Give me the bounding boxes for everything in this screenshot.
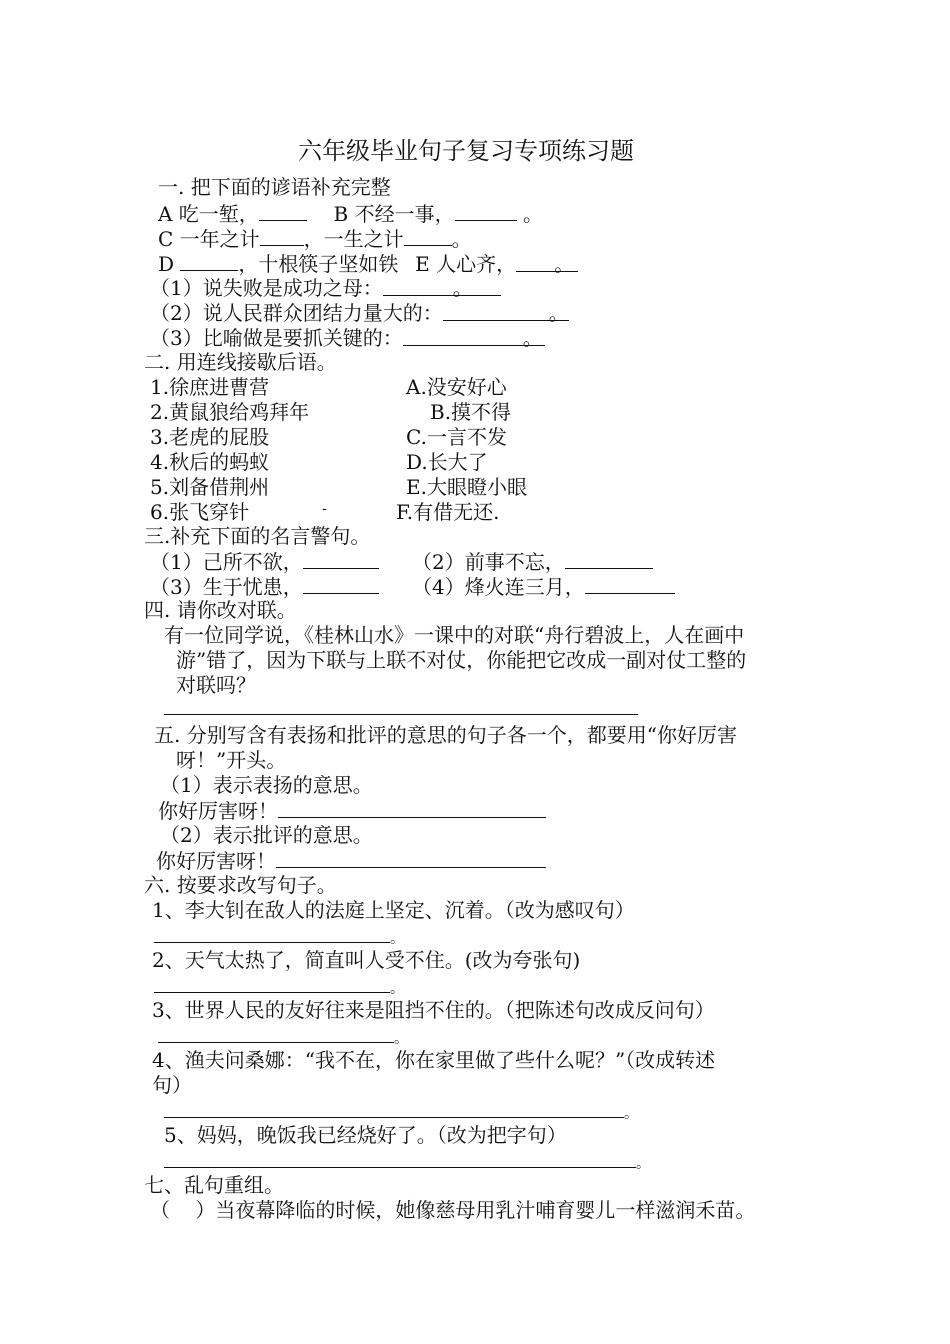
rewrite-a2-period: 。 [390,981,404,997]
xiehouyu-left-5: 5.刘备借荆州 [150,475,270,499]
rewrite-a4-period: 。 [624,1106,638,1122]
proverb-a-blank[interactable] [259,200,307,221]
xiehouyu-right-f: F.有借无还. [396,500,500,524]
proverb-d-blank[interactable] [180,250,238,271]
proverb-a-text: A 吃一堑， [158,202,259,226]
section-2-heading: 二. 用连线接歇后语。 [144,350,337,374]
praise-answer-blank[interactable] [278,797,546,818]
rewrite-a5-blank[interactable] [164,1147,636,1168]
proverb-q3-text: （3）比喻做是要抓关键的： [150,326,403,350]
rewrite-q1: 1、李大钊在敌人的法庭上坚定、沉着。（改为感叹句） [152,898,635,922]
criticism-prompt: （2）表示批评的意思。 [160,823,373,847]
section-5-heading-1: 五. 分别写含有表扬和批评的意思的句子各一个，都要用“你好厉害 [154,723,737,747]
quote-q1-blank[interactable] [303,548,379,569]
rewrite-q2: 2、天气太热了，简直叫人受不住。(改为夸张句) [152,948,581,972]
quote-q2 [412,548,653,575]
rewrite-q4-line-1: 4、渔夫问桑娜：“我不在，你在家里做了些什么呢？”（改成转述 [152,1048,716,1072]
proverb-q1-end: 。 [452,276,473,300]
xiehouyu-right-d: D.长大了 [406,450,488,474]
couplet-text-1: 有一位同学说，《桂林山水》一课中的对联“舟行碧波上，人在画中 [164,623,745,647]
rewrite-a1-period: 。 [390,931,404,947]
proverb-q2 [150,300,569,326]
proverb-a-b [158,200,543,227]
quote-q3 [150,573,379,600]
proverb-q3 [150,325,545,351]
quote-q2-text: （2）前事不忘， [412,550,565,574]
praise-answer-text: 你好厉害呀！ [158,799,278,823]
rewrite-q4-line-2: 句） [152,1073,192,1097]
section-3-heading: 三.补充下面的名言警句。 [144,524,371,548]
proverb-c-blank-2[interactable] [404,225,452,246]
stray-mark: - [322,501,327,517]
proverb-q2-text: （2）说人民群众团结力量大的： [150,301,443,325]
quote-q4-text: （4）烽火连三月， [412,575,585,599]
criticism-answer-text: 你好厉害呀！ [156,849,276,873]
section-1-heading: 一. 把下面的谚语补充完整 [158,175,391,199]
page-title: 六年级毕业句子复习专项练习题 [298,137,634,165]
section-4-heading: 四. 请你改对联。 [144,598,297,622]
rewrite-a3-blank[interactable] [158,1022,394,1043]
proverb-b-blank[interactable] [455,200,517,221]
quote-q1 [150,548,379,575]
quote-q4 [412,573,675,600]
rewrite-a4-blank[interactable] [164,1097,624,1118]
xiehouyu-left-6: 6.张飞穿针 [150,500,250,524]
quote-q4-blank[interactable] [585,573,675,594]
xiehouyu-left-4: 4.秋后的蚂蚁 [150,450,270,474]
proverb-b-end: 。 [522,202,543,226]
section-6-heading: 六. 按要求改写句子。 [144,873,337,897]
praise-answer [158,797,546,824]
proverb-e-blank[interactable] [516,251,578,276]
xiehouyu-right-e: E.大眼瞪小眼 [406,475,527,499]
proverb-q1-text: （1）说失败是成功之母： [150,276,383,300]
quote-q2-blank[interactable] [565,548,653,569]
proverb-d-text: D [158,252,175,276]
proverb-b-text: B 不经一事， [333,202,455,226]
xiehouyu-left-3: 3.老虎的屁股 [150,425,270,449]
criticism-answer-blank[interactable] [276,847,546,868]
proverb-q3-blank[interactable] [403,325,545,350]
proverb-q1 [150,275,501,301]
proverb-c-blank-1[interactable] [260,225,304,246]
quote-q1-text: （1）己所不欲， [150,550,303,574]
proverb-c-mid: ，一生之计 [303,227,404,251]
rewrite-q3: 3、世界人民的友好往来是阻挡不住的。（把陈述句改成反问句） [152,998,715,1022]
couplet-answer-line[interactable] [164,714,638,715]
criticism-answer [156,847,546,874]
proverb-c-text: C 一年之计 [158,227,260,251]
proverb-c-end: 。 [451,227,472,251]
reorder-sentence-1: （ ）当夜幕降临的时候，她像慈母用乳汁哺育婴儿一样滋润禾苗。 [150,1198,756,1222]
rewrite-a5-period: 。 [636,1156,650,1172]
xiehouyu-left-2: 2.黄鼠狼给鸡拜年 [150,400,310,424]
proverb-d-e [158,250,578,277]
section-5-heading-2: 呀！”开头。 [176,748,287,772]
proverb-q2-blank[interactable] [443,300,569,325]
proverb-q2-end: 。 [548,301,569,325]
proverb-q1-blank[interactable] [383,275,501,300]
rewrite-a1-blank[interactable] [154,922,390,943]
rewrite-a2-blank[interactable] [154,972,390,993]
xiehouyu-right-b: B.摸不得 [430,400,512,424]
couplet-text-2: 游”错了，因为下联与上联不对仗，你能把它改成一副对仗工整的 [176,648,747,672]
proverb-c [158,225,472,252]
praise-prompt: （1）表示表扬的意思。 [160,773,373,797]
quote-q3-text: （3）生于忧患， [150,575,303,599]
couplet-text-3: 对联吗？ [176,673,256,697]
xiehouyu-right-a: A.没安好心 [406,375,507,399]
xiehouyu-left-1: 1.徐庶进曹营 [150,375,270,399]
section-7-heading: 七、乱句重组。 [144,1173,284,1197]
proverb-e-text: E 人心齐， [415,252,517,276]
proverb-e-end: 。 [554,252,575,276]
proverb-d-mid: ，十根筷子坚如铁 [238,252,399,276]
xiehouyu-right-c: C.一言不发 [406,425,507,449]
proverb-q3-end: 。 [522,326,543,350]
rewrite-q5: 5、妈妈，晚饭我已经烧好了。（改为把字句） [164,1123,567,1147]
quote-q3-blank[interactable] [303,573,379,594]
rewrite-a3-period: 。 [394,1031,408,1047]
